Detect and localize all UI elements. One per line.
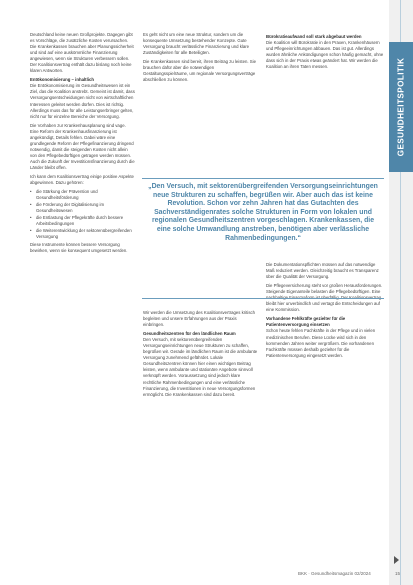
paragraph: Die Pflegeversicherung steht vor großen Herausforderungen. Steigende Eigenanteile belasten die Pflegebedürftigen. Eine bleibt hier unverbindlich und vertagt die Entscheidungen auf eine Kommission.: [266, 283, 383, 313]
column-middle-bottom: [143, 310, 258, 401]
column-right-bottom: [266, 262, 384, 362]
list-item: • die Stärkung der Prävention und Gesundheitsförderung: [30, 189, 135, 201]
section-heading: Gesundheitszentren für den ländlichen Raum: [143, 331, 236, 337]
quote-rule-bottom: [142, 298, 384, 299]
section-tab: [389, 42, 413, 172]
quote-rule-top: [142, 178, 384, 179]
paragraph: Die Dokumentationspflichten müssen auf das notwendige Maß reduziert werden. Gleichzeitig braucht es Transparenz über die Qualität der Versorgung.: [266, 262, 379, 280]
paragraph: Ich kann dem Koalitionsvertrag einige positive Aspekte abgewinnen. Dazu gehören:: [30, 174, 134, 186]
paragraph: Wir werden die Umsetzung des Koalitionsvertrages kritisch begleiten und unsere Erfahrungen aus der Praxis einbringen.: [143, 310, 256, 328]
section-sidebar: [389, 0, 413, 585]
paragraph: Die Entökonomisierung im Gesundheitswesen ist ein Ziel, das die Koalition anstrebt. Gemeint ist damit, dass Versorgungsentscheidungen nicht von wirtschaftlichen Interessen geleitet werden dürfen. Dies ist richtig. Allerdings muss das für alle Leistungserbringer gelten, nicht nur für einzelne Bereiche der Versorgung.: [30, 83, 135, 119]
continue-arrow-icon: [394, 556, 399, 564]
paragraph: Den Versuch, mit sektorenübergreifenden Versorgungseinrichtungen neue Strukturen zu schaffen, begrüßen wir. Gerade im ländlichen Raum ist die ambulante Versorgung zunehmend gefährdet. Lokale Gesundheitszentren können hier einen wichtigen Beitrag leisten, wenn ambulante und stationäre Angebote sinnvoll verknüpft werden. Voraussetzung sind jedoch klare rechtliche Rahmenbedingungen und eine verlässliche Finanzierung, die Investitionen in neue Versorgungsformen ermöglicht. Die Krankenkassen sind dazu bereit.: [143, 337, 258, 397]
column-middle-top: [143, 32, 258, 86]
bullet-list: [30, 189, 135, 240]
section-heading: Vorhandene Fehlkräfte gezielter für die Patientenversorgung einsetzen: [266, 316, 346, 328]
paragraph: Schon heute fehlen Fachkräfte in der Pflege und in vielen medizinischen Berufen. Diese Lücke wird sich in den kommenden Jahren weiter vergrößern. Die vorhandenen Fachkräfte müssen deshalb gezielter für die Patientenversorgung eingesetzt werden.: [266, 328, 376, 358]
footer-text: BKK · Gesundheitsmagazin 02/2024: [298, 571, 371, 576]
column-right-top: [266, 32, 384, 73]
paragraph: Die Vorhaben zur Krankenhausplanung sind vage. Eine Reform der Krankenhausfinanzierung ist angekündigt, Details fehlen. Dabei wäre eine grundlegende Reform der Pflegefinanzierung dringend notwendig, damit die steigenden Kosten nicht allein von den Pflegebedürftigen getragen werden müssen. Auch die Zukunft der Investitionsfinanzierung durch die Länder bleibt offen.: [30, 122, 135, 170]
list-item: • die Förderung der Digitalisierung im Gesundheitswesen: [30, 202, 135, 214]
paragraph: Es geht nicht um eine neue Struktur, sondern um die konsequente Umsetzung bestehender Konzepte. Gute Versorgung braucht verlässliche Finanzierung und klare Zuständigkeiten für alle Beteiligten.: [143, 32, 250, 56]
section-heading: Entökonomisierung – inhaltlich: [30, 77, 94, 83]
sidebar-rule: [400, 172, 401, 585]
sidebar-rule: [400, 0, 401, 42]
list-item: • die Entlastung der Pflegekräfte durch bessere Arbeitsbedingungen: [30, 215, 135, 227]
page-number: 15: [395, 571, 401, 576]
list-item: • die Weiterentwicklung der sektorenübergreifenden Versorgung: [30, 228, 135, 240]
column-left: [30, 32, 135, 257]
paragraph: Die Krankenkassen sind bereit, ihren Beitrag zu leisten. Sie brauchen dafür aber die notwendigen Gestaltungsspielräume, um regionale Versorgungsverträge abschließen zu können.: [143, 59, 256, 83]
paragraph: Die Koalition will Bürokratie in den Praxen, Krankenhäusern und Pflegeeinrichtungen abbauen. Das ist gut. Allerdings wurden ähnliche Ankündigungen schon häufig gemacht, ohne dass sich in der Praxis etwas geändert hat. Wir werden die Koalition an ihren Taten messen.: [266, 40, 384, 70]
section-heading: Bürokratieaufwand soll stark abgebaut werden: [266, 34, 362, 39]
pull-quote: „Den Versuch, mit sektorenübergreifenden Versorgungseinrichtungen neue Strukturen zu schaffen, begrüßen wir. Aber auch das ist keine Revolution. Schon vor zehn Jahren hat das Gutachten des Sachverständigenrates solche Strukturen in Form von lokalen und regionalen Gesundheitszentren vorgeschlagen. Krankenkassen, die eine solche Umwandlung anstreben, benötigen aber verlässliche Rahmenbedingungen.“: [148, 183, 378, 242]
paragraph: Deutschland keine neuen Großprojekte. Dagegen gibt es Vorschläge, die zusätzliche Kosten verursachen. Die Krankenkassen brauchen aber Planungssicherheit und sind auf eine auskömmliche Finanzierung angewiesen, wenn sie Strukturen verbessern sollen. Der Koalitionsvertrag enthält dazu bislang noch keine klaren Antworten.: [30, 32, 134, 74]
paragraph: Diese Instrumente können bessere Versorgung bewirken, wenn sie konsequent umgesetzt werden.: [30, 241, 128, 253]
section-label: GESUNDHEITSPOLITIK: [396, 57, 406, 157]
